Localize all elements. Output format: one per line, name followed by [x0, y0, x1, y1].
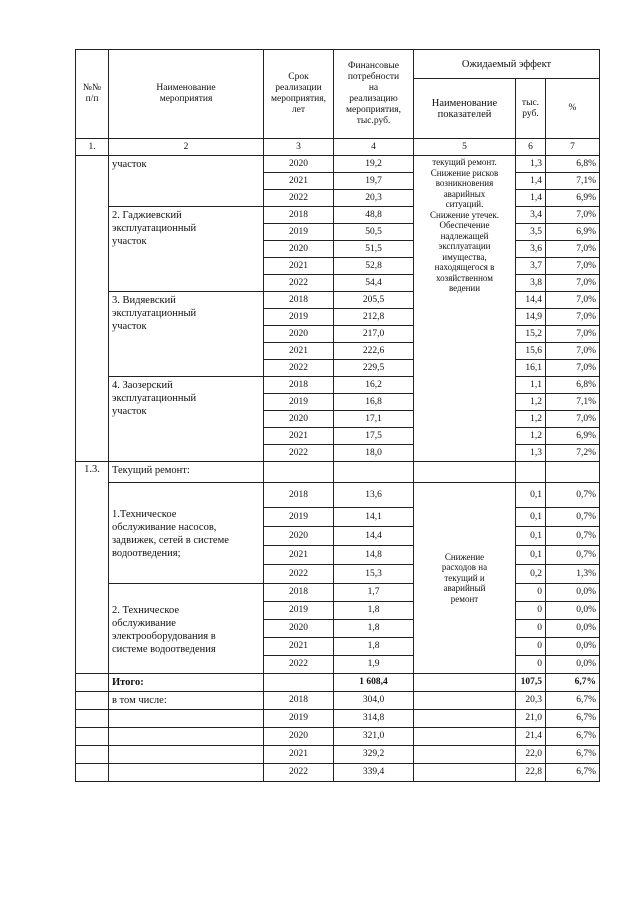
- year-cell: 2018: [264, 692, 334, 710]
- effect-thousand-cell: 0,1: [516, 508, 546, 527]
- total-label: Итого:: [109, 674, 264, 692]
- measure-name-cell: 3. Видяевский эксплуатационный участок: [109, 292, 264, 377]
- empty-cell: [264, 462, 334, 483]
- effect-thousand-cell: 0,1: [516, 527, 546, 546]
- header-thousand-rub: тыс. руб.: [516, 79, 546, 139]
- finance-cell: 15,3: [334, 565, 414, 584]
- effect-thousand-cell: 1,1: [516, 377, 546, 394]
- effect-percent-cell: 0,7%: [546, 546, 600, 565]
- effect-percent-cell: 6,9%: [546, 190, 600, 207]
- breakdown-label: в том числе:: [109, 692, 264, 710]
- effect-thousand-cell: 16,1: [516, 360, 546, 377]
- year-cell: 2021: [264, 638, 334, 656]
- measure-name-cell: 2. Гаджиевский эксплуатационный участок: [109, 207, 264, 292]
- effect-thousand-cell: 0,1: [516, 546, 546, 565]
- effect-description-cell: Снижение расходов на текущий и аварийный ремонт: [414, 483, 516, 674]
- year-cell: 2018: [264, 207, 334, 224]
- effect-percent-cell: 7,0%: [546, 343, 600, 360]
- finance-cell: 18,0: [334, 445, 414, 462]
- finance-cell: 1,9: [334, 656, 414, 674]
- effect-percent-cell: 6,7%: [546, 728, 600, 746]
- header-indicators: Наименование показателей: [414, 79, 516, 139]
- effect-thousand-cell: 15,2: [516, 326, 546, 343]
- section-heading-row: [76, 462, 600, 483]
- effect-thousand-cell: 22,8: [516, 764, 546, 782]
- effect-thousand-cell: 0: [516, 620, 546, 638]
- empty-cell: [109, 728, 264, 746]
- finance-cell: 1,8: [334, 602, 414, 620]
- measure-name-cell: 1.Техническое обслуживание насосов, задвижек, сетей в системе водоотведения;: [109, 483, 264, 584]
- finance-cell: 304,0: [334, 692, 414, 710]
- measure-name-cell: 2. Техническое обслуживание электрооборудования в системе водоотведения: [109, 584, 264, 674]
- effect-percent-cell: 7,2%: [546, 445, 600, 462]
- year-cell: 2022: [264, 360, 334, 377]
- effect-percent-cell: 7,0%: [546, 258, 600, 275]
- empty-cell: [516, 462, 546, 483]
- finance-cell: 20,3: [334, 190, 414, 207]
- year-cell: 2020: [264, 326, 334, 343]
- finance-cell: 205,5: [334, 292, 414, 309]
- finance-cell: 1,8: [334, 620, 414, 638]
- year-cell: 2021: [264, 428, 334, 445]
- effect-percent-cell: 6,7%: [546, 746, 600, 764]
- effect-thousand-cell: 3,7: [516, 258, 546, 275]
- total-row: [76, 674, 600, 692]
- empty-cell: [414, 692, 516, 710]
- effect-percent-cell: 0,0%: [546, 620, 600, 638]
- effect-thousand-cell: 1,4: [516, 173, 546, 190]
- column-number: 1.: [76, 139, 109, 156]
- effect-percent-cell: 6,7%: [546, 764, 600, 782]
- year-cell: 2018: [264, 483, 334, 508]
- year-cell: 2021: [264, 258, 334, 275]
- empty-cell: [109, 746, 264, 764]
- column-number: 4: [334, 139, 414, 156]
- effect-percent-cell: 0,7%: [546, 483, 600, 508]
- finance-cell: 222,6: [334, 343, 414, 360]
- empty-cell: [76, 692, 109, 710]
- year-cell: 2019: [264, 309, 334, 326]
- year-cell: 2021: [264, 546, 334, 565]
- finance-cell: 17,5: [334, 428, 414, 445]
- year-cell: 2020: [264, 156, 334, 173]
- empty-cell: [414, 674, 516, 692]
- effect-percent-cell: 7,0%: [546, 411, 600, 428]
- effect-thousand-cell: 21,0: [516, 710, 546, 728]
- total-effect-thousand: 107,5: [516, 674, 546, 692]
- year-cell: 2022: [264, 656, 334, 674]
- empty-cell: [76, 728, 109, 746]
- effect-description-cell: текущий ремонт. Снижение рисков возникновения аварийных ситуаций. Снижение утечек. Обеспечение надлежащей эксплуатации имущества, находящегося в хозяйственном ведении: [414, 156, 516, 462]
- finance-cell: 217,0: [334, 326, 414, 343]
- year-cell: 2022: [264, 190, 334, 207]
- empty-cell: [546, 462, 600, 483]
- effect-percent-cell: 7,0%: [546, 326, 600, 343]
- empty-cell: [414, 728, 516, 746]
- empty-cell: [414, 710, 516, 728]
- effect-percent-cell: 6,8%: [546, 377, 600, 394]
- table-row: [76, 584, 600, 602]
- effect-thousand-cell: 3,5: [516, 224, 546, 241]
- year-cell: 2018: [264, 377, 334, 394]
- section-title: Текущий ремонт:: [109, 462, 264, 483]
- finance-cell: 19,2: [334, 156, 414, 173]
- finance-cell: 1,7: [334, 584, 414, 602]
- effect-percent-cell: 0,0%: [546, 602, 600, 620]
- finance-cell: 51,5: [334, 241, 414, 258]
- year-cell: 2021: [264, 746, 334, 764]
- effect-thousand-cell: 0: [516, 638, 546, 656]
- year-cell: 2020: [264, 620, 334, 638]
- finance-cell: 50,5: [334, 224, 414, 241]
- finance-cell: 14,1: [334, 508, 414, 527]
- year-cell: 2018: [264, 292, 334, 309]
- effect-percent-cell: 6,9%: [546, 428, 600, 445]
- empty-cell: [76, 764, 109, 782]
- header-term: Срок реализации мероприятия, лет: [264, 50, 334, 139]
- effect-percent-cell: 0,0%: [546, 656, 600, 674]
- year-cell: 2019: [264, 710, 334, 728]
- effect-thousand-cell: 0,1: [516, 483, 546, 508]
- finance-cell: 14,8: [334, 546, 414, 565]
- finance-cell: 314,8: [334, 710, 414, 728]
- effect-thousand-cell: 3,6: [516, 241, 546, 258]
- empty-cell: [76, 746, 109, 764]
- table-row: [76, 746, 600, 764]
- empty-cell: [264, 674, 334, 692]
- year-cell: 2022: [264, 565, 334, 584]
- column-numbers-row: [76, 139, 600, 156]
- effect-thousand-cell: 14,9: [516, 309, 546, 326]
- effect-percent-cell: 7,0%: [546, 275, 600, 292]
- row-number-cell: 1.3.: [76, 462, 109, 674]
- effect-percent-cell: 7,0%: [546, 207, 600, 224]
- finance-cell: 1,8: [334, 638, 414, 656]
- empty-cell: [76, 674, 109, 692]
- empty-cell: [414, 764, 516, 782]
- finance-cell: 16,8: [334, 394, 414, 411]
- table-row: [76, 764, 600, 782]
- finance-cell: 48,8: [334, 207, 414, 224]
- financial-table: [75, 49, 600, 782]
- finance-cell: 339,4: [334, 764, 414, 782]
- year-cell: 2022: [264, 764, 334, 782]
- measure-name-cell: участок: [109, 156, 264, 207]
- effect-percent-cell: 7,0%: [546, 292, 600, 309]
- effect-thousand-cell: 1,2: [516, 394, 546, 411]
- table-row: [76, 728, 600, 746]
- effect-percent-cell: 6,9%: [546, 224, 600, 241]
- empty-cell: [334, 462, 414, 483]
- year-cell: 2019: [264, 508, 334, 527]
- year-cell: 2018: [264, 584, 334, 602]
- year-cell: 2020: [264, 728, 334, 746]
- effect-percent-cell: 1,3%: [546, 565, 600, 584]
- effect-percent-cell: 0,0%: [546, 584, 600, 602]
- finance-cell: 229,5: [334, 360, 414, 377]
- row-number-cell: [76, 156, 109, 462]
- header-effect: Ожидаемый эффект: [414, 50, 600, 79]
- finance-cell: 321,0: [334, 728, 414, 746]
- measure-name-cell: 4. Заозерский эксплуатационный участок: [109, 377, 264, 462]
- effect-percent-cell: 0,7%: [546, 527, 600, 546]
- effect-percent-cell: 7,0%: [546, 241, 600, 258]
- column-number: 7: [546, 139, 600, 156]
- finance-cell: 16,2: [334, 377, 414, 394]
- empty-cell: [414, 746, 516, 764]
- year-cell: 2019: [264, 224, 334, 241]
- effect-percent-cell: 7,1%: [546, 394, 600, 411]
- table-row: [76, 377, 600, 394]
- effect-thousand-cell: 0: [516, 602, 546, 620]
- table-row: [76, 710, 600, 728]
- year-cell: 2021: [264, 173, 334, 190]
- effect-thousand-cell: 0: [516, 656, 546, 674]
- column-number: 2: [109, 139, 264, 156]
- effect-thousand-cell: 14,4: [516, 292, 546, 309]
- effect-thousand-cell: 3,8: [516, 275, 546, 292]
- effect-thousand-cell: 1,2: [516, 411, 546, 428]
- effect-thousand-cell: 0,2: [516, 565, 546, 584]
- column-number: 3: [264, 139, 334, 156]
- finance-cell: 19,7: [334, 173, 414, 190]
- finance-cell: 329,2: [334, 746, 414, 764]
- year-cell: 2020: [264, 241, 334, 258]
- finance-cell: 212,8: [334, 309, 414, 326]
- header-percent: %: [546, 79, 600, 139]
- total-finance: 1 608,4: [334, 674, 414, 692]
- finance-cell: 13,6: [334, 483, 414, 508]
- finance-cell: 14,4: [334, 527, 414, 546]
- finance-cell: 17,1: [334, 411, 414, 428]
- effect-percent-cell: 7,0%: [546, 309, 600, 326]
- effect-thousand-cell: 1,4: [516, 190, 546, 207]
- column-number: 5: [414, 139, 516, 156]
- effect-thousand-cell: 1,3: [516, 156, 546, 173]
- finance-cell: 54,4: [334, 275, 414, 292]
- effect-percent-cell: 6,7%: [546, 692, 600, 710]
- effect-percent-cell: 7,0%: [546, 360, 600, 377]
- empty-cell: [414, 462, 516, 483]
- effect-thousand-cell: 22,0: [516, 746, 546, 764]
- total-effect-percent: 6,7%: [546, 674, 600, 692]
- empty-cell: [109, 764, 264, 782]
- finance-cell: 52,8: [334, 258, 414, 275]
- empty-cell: [76, 710, 109, 728]
- header-finance: Финансовые потребности на реализацию мероприятия, тыс.руб.: [334, 50, 414, 139]
- table-row: [76, 483, 600, 508]
- effect-thousand-cell: 20,3: [516, 692, 546, 710]
- empty-cell: [109, 710, 264, 728]
- table-row: [76, 292, 600, 309]
- effect-thousand-cell: 21,4: [516, 728, 546, 746]
- header-name: Наименование мероприятия: [109, 50, 264, 139]
- effect-percent-cell: 6,7%: [546, 710, 600, 728]
- year-cell: 2020: [264, 411, 334, 428]
- effect-percent-cell: 0,7%: [546, 508, 600, 527]
- effect-percent-cell: 0,0%: [546, 638, 600, 656]
- year-cell: 2019: [264, 602, 334, 620]
- effect-thousand-cell: 3,4: [516, 207, 546, 224]
- table-row: [76, 207, 600, 224]
- effect-thousand-cell: 15,6: [516, 343, 546, 360]
- effect-thousand-cell: 0: [516, 584, 546, 602]
- column-number: 6: [516, 139, 546, 156]
- year-cell: 2021: [264, 343, 334, 360]
- year-cell: 2020: [264, 527, 334, 546]
- year-cell: 2022: [264, 445, 334, 462]
- year-cell: 2019: [264, 394, 334, 411]
- table-row: [76, 692, 600, 710]
- year-cell: 2022: [264, 275, 334, 292]
- effect-percent-cell: 7,1%: [546, 173, 600, 190]
- effect-thousand-cell: 1,3: [516, 445, 546, 462]
- table-row: [76, 156, 600, 173]
- header-num: №№ п/п: [76, 50, 109, 139]
- effect-percent-cell: 6,8%: [546, 156, 600, 173]
- effect-thousand-cell: 1,2: [516, 428, 546, 445]
